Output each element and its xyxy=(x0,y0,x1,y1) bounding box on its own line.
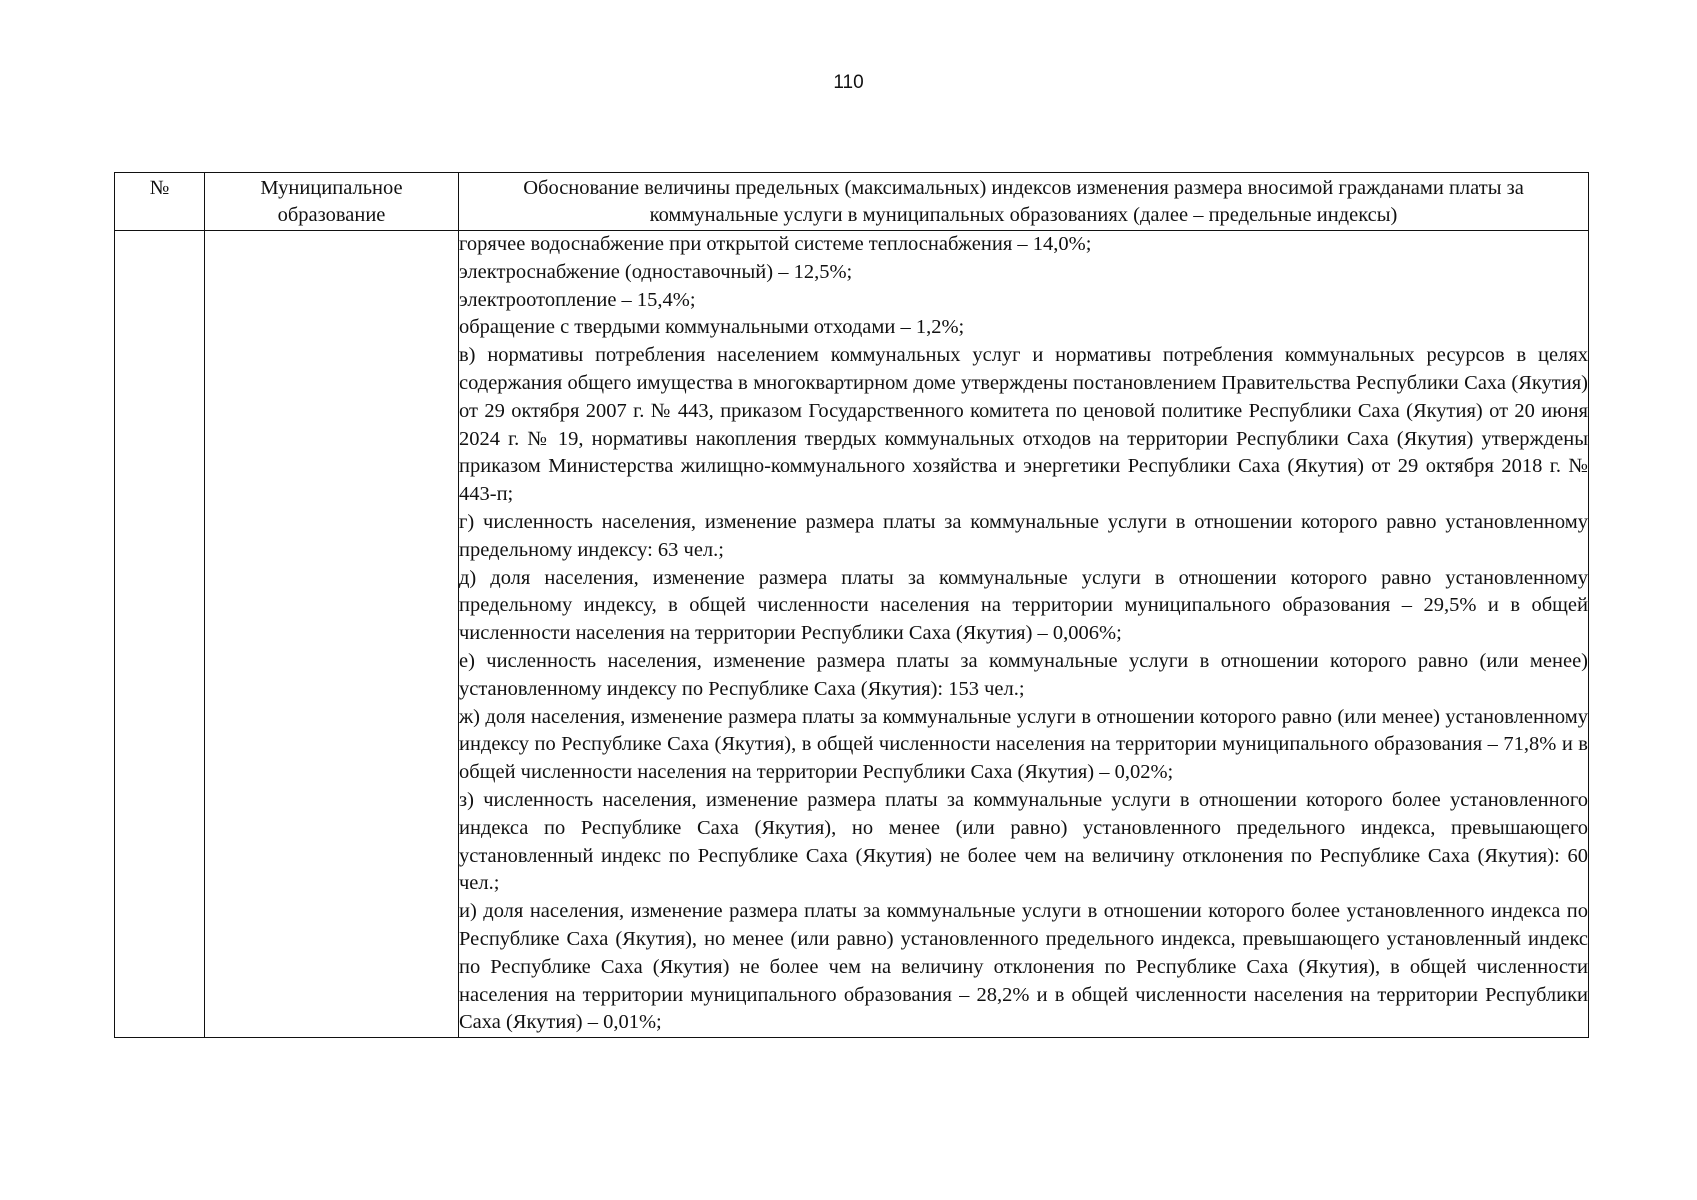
paragraph-i-population-share: и) доля населения, изменение размера платы за коммунальные услуги в отношении которого более установленного индекса по Республике Саха (Якутия), но менее (или равно) установленного предельного индекса, превышающего установленный индекс по Республике Саха (Якутия) не более чем на величину отклонения по Республике Саха (Якутия), в общей численности населения на территории муниципального образования – 28,2% и в общей численности населения на территории Республики Саха (Якутия) – 0,01%; xyxy=(459,900,1588,1034)
header-municipality: Муниципальное образование xyxy=(205,173,459,231)
cell-justification xyxy=(459,231,1589,1038)
table-header xyxy=(115,173,1589,231)
header-row xyxy=(115,173,1589,231)
paragraph-v-consumption-norms: в) нормативы потребления населением коммунальных услуг и нормативы потребления коммунальных ресурсов в целях содержания общего имущества в многоквартирном доме утверждены постановлением Правительства Республики Саха (Якутия) от 29 октября 2007 г. № 443, приказом Государственного комитета по ценовой политике Республики Саха (Якутия) от 20 июня 2024 г. № 19, нормативы накопления твердых коммунальных отходов на территории Республики Саха (Якутия) утверждены приказом Министерства жилищно-коммунального хозяйства и энергетики Республики Саха (Якутия) от 29 октября 2018 г. № 443-п; xyxy=(459,344,1588,506)
paragraph-electric-heating: электроотопление – 15,4%; xyxy=(459,288,696,311)
paragraph-z-population-count: з) численность населения, изменение размера платы за коммунальные услуги в отношении которого более установленного индекса по Республике Саха (Якутия), но менее (или равно) установленного предельного индекса, превышающего установленный индекс по Республике Саха (Якутия) не более чем на величину отклонения по Республике Саха (Якутия): 60 чел.; xyxy=(459,788,1588,895)
cell-municipality xyxy=(205,231,459,1038)
table-row xyxy=(115,231,1589,1038)
justification-table xyxy=(114,172,1589,1038)
cell-number xyxy=(115,231,205,1038)
paragraph-e-population-count: е) численность населения, изменение размера платы за коммунальные услуги в отношении которого равно (или менее) установленному индексу по Республике Саха (Якутия): 153 чел.; xyxy=(459,649,1588,700)
paragraph-zh-population-share: ж) доля населения, изменение размера платы за коммунальные услуги в отношении которого равно (или менее) установленному индексу по Республике Саха (Якутия), в общей численности населения на территории муниципального образования – 71,8% и в общей численности населения на территории Республики Саха (Якутия) – 0,02%; xyxy=(459,705,1588,784)
paragraph-hot-water: горячее водоснабжение при открытой системе теплоснабжения – 14,0%; xyxy=(459,233,1092,255)
paragraph-solid-waste: обращение с твердыми коммунальными отходами – 1,2%; xyxy=(459,316,965,339)
table-body xyxy=(115,231,1589,1038)
page-number: 110 xyxy=(833,72,864,93)
header-justification: Обоснование величины предельных (максимальных) индексов изменения размера вносимой гражданами платы за коммунальные услуги в муниципальных образованиях (далее – предельные индексы) xyxy=(459,173,1589,231)
header-number: № xyxy=(115,173,205,231)
paragraph-d-population-share: д) доля населения, изменение размера платы за коммунальные услуги в отношении которого равно установленному предельному индексу, в общей численности населения на территории муниципального образования – 29,5% и в общей численности населения на территории Республики Саха (Якутия) – 0,006%; xyxy=(459,566,1588,645)
paragraph-g-population-count: г) численность населения, изменение размера платы за коммунальные услуги в отношении которого равно установленному предельному индексу: 63 чел.; xyxy=(459,510,1588,561)
paragraph-electricity: электроснабжение (одноставочный) – 12,5%; xyxy=(459,260,853,283)
